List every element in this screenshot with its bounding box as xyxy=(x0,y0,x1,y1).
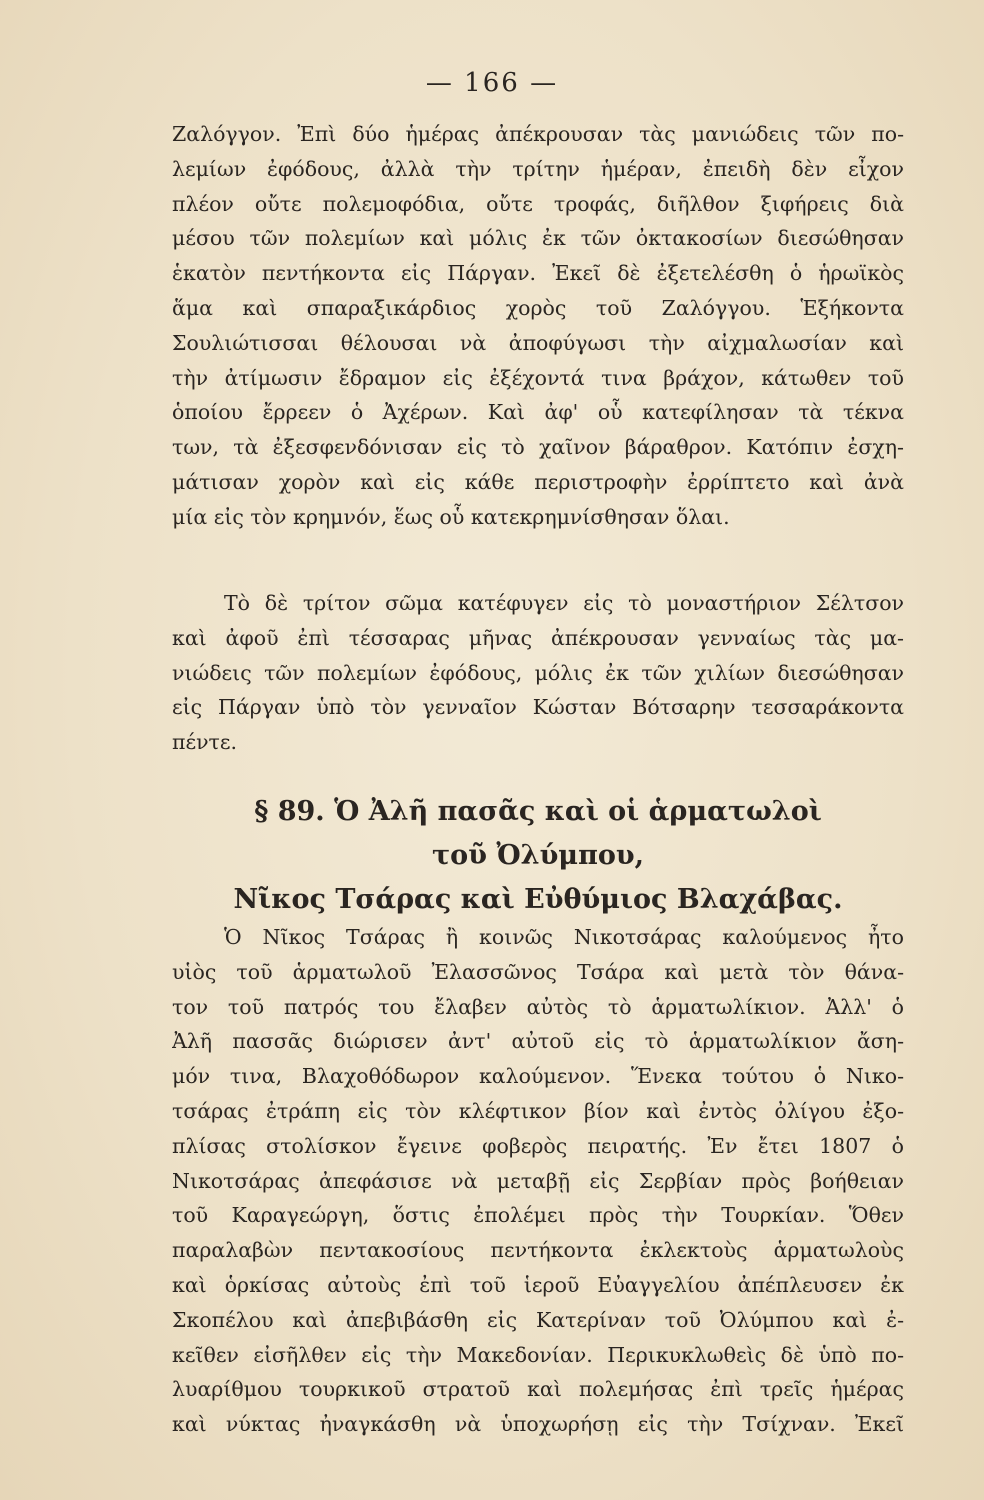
text-line: μόν τινα, Βλαχοθόδωρον καλούμενον. Ἕνεκα τούτου ὁ Νικο- xyxy=(172,1064,904,1089)
text-line: πλέον οὔτε πολεμοφόδια, οὔτε τροφάς, διῆλθον ξιφήρεις διὰ xyxy=(172,191,904,216)
paragraph-1 xyxy=(172,117,904,535)
text-line: ἅμα καὶ σπαραξικάρδιος χορὸς τοῦ Ζαλόγγου. Ἑξήκοντα xyxy=(172,295,904,320)
text-line: ἑκατὸν πεντήκοντα εἰς Πάργαν. Ἐκεῖ δὲ ἐξετελέσθη ὁ ἡρωϊκὸς xyxy=(172,261,904,286)
text-line: παραλαβὼν πεντακοσίους πεντήκοντα ἐκλεκτοὺς ἁρματωλοὺς xyxy=(172,1238,904,1263)
text-line: τον τοῦ πατρός του ἔλαβεν αὐτὸς τὸ ἁρματωλίκιον. Ἀλλ' ὁ xyxy=(172,994,904,1019)
text-line: των, τὰ ἐξεσφενδόνισαν εἰς τὸ χαῖνον βάραθρον. Κατόπιν ἐσχη- xyxy=(172,435,904,460)
text-line: Νικοτσάρας ἀπεφάσισε νὰ μεταβῇ εἰς Σερβίαν πρὸς βοήθειαν xyxy=(172,1168,904,1193)
text-line: τοῦ Καραγεώργη, ὅστις ἐπολέμει πρὸς τὴν Τουρκίαν. Ὅθεν xyxy=(172,1203,904,1228)
text-line: εἰς Πάργαν ὑπὸ τὸν γενναῖον Κώσταν Βότσαρην τεσσαράκοντα xyxy=(172,695,904,720)
text-line: Ζαλόγγον. Ἐπὶ δύο ἡμέρας ἀπέκρουσαν τὰς μανιώδεις τῶν πο- xyxy=(172,122,904,146)
text-line: νιώδεις τῶν πολεμίων ἐφόδους, μόλις ἐκ τῶν χιλίων διεσώθησαν xyxy=(172,660,904,685)
text-line: καὶ ὁρκίσας αὐτοὺς ἐπὶ τοῦ ἱεροῦ Εὐαγγελίου ἀπέπλευσεν ἐκ xyxy=(172,1272,904,1297)
text-line: τσάρας ἐτράπη εἰς τὸν κλέφτικον βίον καὶ ἐντὸς ὀλίγου ἐξο- xyxy=(172,1098,904,1123)
text-line: Ἀλῆ πασσᾶς διώρισεν ἀντ' αὐτοῦ εἰς τὸ ἁρματωλίκιον ἄση- xyxy=(172,1029,904,1054)
text-line: Σκοπέλου καὶ ἀπεβιβάσθη εἰς Κατερίναν τοῦ Ὀλύμπου καὶ ἐ- xyxy=(172,1307,904,1332)
text-line: λυαρίθμου τουρκικοῦ στρατοῦ καὶ πολεμήσας ἐπὶ τρεῖς ἡμέρας xyxy=(172,1377,904,1402)
text-line: Σουλιώτισσαι θέλουσαι νὰ ἀποφύγωσι τὴν αἰχμαλωσίαν καὶ xyxy=(172,330,904,355)
section-heading-line-1: § 89. Ὁ Ἀλῆ πασᾶς καὶ οἱ ἁρματωλοὶ xyxy=(254,796,822,827)
text-line: καὶ ἀφοῦ ἐπὶ τέσσαρας μῆνας ἀπέκρουσαν γενναίως τὰς μα- xyxy=(172,625,904,650)
section-heading-line-3: Νῖκος Τσάρας καὶ Εὐθύμιος Βλαχάβας. xyxy=(233,884,843,915)
text-line: πλίσας στολίσκον ἔγεινε φοβερὸς πειρατής. Ἐν ἔτει 1807 ὁ xyxy=(172,1133,904,1158)
text-line: τὴν ἀτίμωσιν ἔδραμον εἰς ἐξέχοντά τινα βράχον, κάτωθεν τοῦ xyxy=(172,365,904,390)
text-line: λεμίων ἐφόδους, ἀλλὰ τὴν τρίτην ἡμέραν, ἐπειδὴ δὲν εἶχον xyxy=(172,156,904,181)
text-line: κεῖθεν εἰσῆλθεν εἰς τὴν Μακεδονίαν. Περικυκλωθεὶς δὲ ὑπὸ πο- xyxy=(172,1342,904,1367)
paragraph-2 xyxy=(172,586,904,760)
text-line: υἱὸς τοῦ ἁρματωλοῦ Ἐλασσῶνος Τσάρα καὶ μετὰ τὸν θάνα- xyxy=(172,959,904,984)
text-line: μέσου τῶν πολεμίων καὶ μόλις ἐκ τῶν ὀκτακοσίων διεσώθησαν xyxy=(172,226,904,251)
page-number: — 166 — xyxy=(425,68,559,98)
text-line: ὁποίου ἔρρεεν ὁ Ἀχέρων. Καὶ ἀφ' οὗ κατεφίλησαν τὰ τέκνα xyxy=(172,400,904,425)
text-line: μία εἰς τὸν κρημνόν, ἕως οὗ κατεκρημνίσθησαν ὅλαι. xyxy=(172,504,730,529)
section-heading-line-2: τοῦ Ὀλύμπου, xyxy=(432,840,644,871)
section-heading xyxy=(172,790,904,922)
text-line: καὶ νύκτας ἠναγκάσθη νὰ ὑποχωρήσῃ εἰς τὴν Τσίχναν. Ἐκεῖ xyxy=(172,1412,904,1437)
paragraph-3 xyxy=(172,920,904,1442)
text-line: μάτισαν χορὸν καὶ εἰς κάθε περιστροφὴν ἐρρίπτετο καὶ ἀνὰ xyxy=(172,469,904,494)
text-line: Τὸ δὲ τρίτον σῶμα κατέφυγεν εἰς τὸ μοναστήριον Σέλτσον xyxy=(224,591,904,615)
text-line: Ὁ Νῖκος Τσάρας ἢ κοινῶς Νικοτσάρας καλούμενος ἦτο xyxy=(224,925,904,949)
text-line: πέντε. xyxy=(172,730,238,755)
